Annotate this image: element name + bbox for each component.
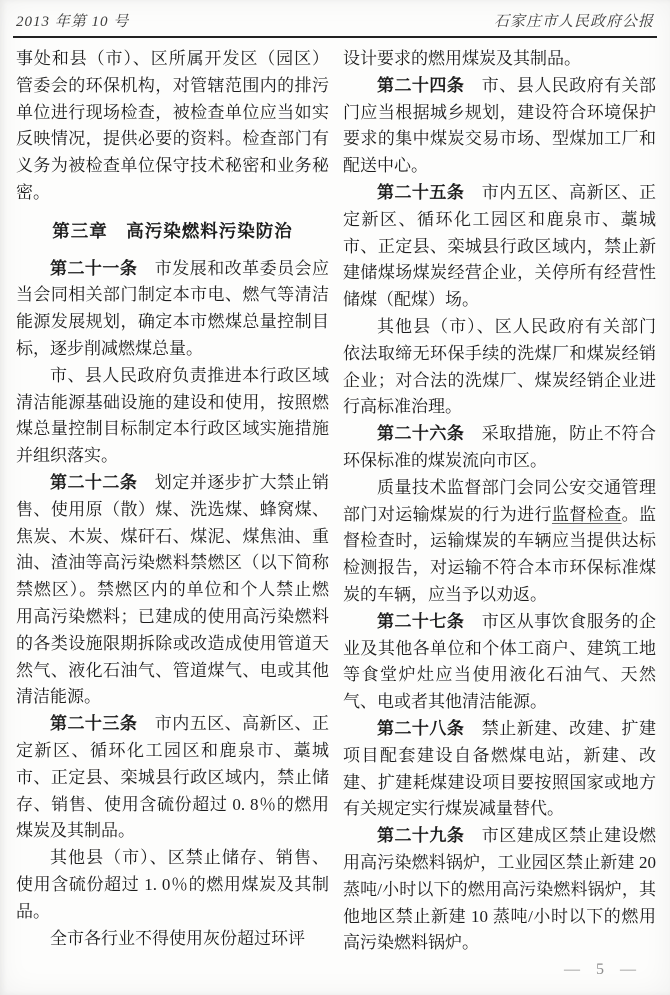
article-number: 第二十七条 <box>377 611 465 631</box>
paragraph <box>16 711 329 845</box>
continuation-paragraph <box>16 46 329 207</box>
paragraph-text: 其他县（市）、区人民政府有关部门依法取缔无环保手续的洗煤厂和煤炭经销企业；对合法的洗煤厂、煤炭经销企业进行高标准治理。 <box>343 316 656 417</box>
paragraph <box>343 475 656 609</box>
paragraph-text: 采取措施，防止不符合环保标准的煤炭流向市区。 <box>343 424 657 470</box>
paragraph-text: 全市各行业不得使用灰份超过环评 <box>50 928 305 948</box>
underlined-text: 监督检查 <box>551 504 622 524</box>
paragraph <box>343 823 656 957</box>
article-number: 第二十一条 <box>50 258 138 278</box>
paragraph <box>16 470 329 711</box>
issue-number: 2013 年第 10 号 <box>16 14 130 30</box>
paragraph-text: 事处和县（市）、区所属开发区（园区）管委会的环保机构，对管辖范围内的排污单位进行现场检查，被检查单位应当如实反映情况，提供必要的资料。检查部门有义务为被检查单位保守技术秘密和业务秘密。 <box>16 49 329 202</box>
paragraph <box>16 256 329 363</box>
paragraph <box>343 716 656 823</box>
paragraph <box>16 845 329 925</box>
continuation-paragraph <box>343 46 656 73</box>
paragraph <box>343 609 656 716</box>
paragraph <box>343 73 656 180</box>
article-number: 第二十四条 <box>377 75 465 95</box>
article-number: 第二十九条 <box>377 826 465 846</box>
running-header <box>0 0 670 36</box>
paragraph-text: 设计要求的燃用煤炭及其制品。 <box>343 49 581 68</box>
paragraph-text: 质量技术监督部门会同公安交通管理部门对运输煤炭的行为进行 <box>343 477 656 524</box>
page-number: — 5 — <box>564 961 642 978</box>
paragraph-text: 市、县人民政府负责推进本行政区域清洁能源基础设施的建设和使用，按照燃煤总量控制目标制定本行政区域实施措施并组织落实。 <box>16 365 329 466</box>
paragraph-text: 划定并逐步扩大禁止销售、使用原（散）煤、洗选煤、蜂窝煤、焦炭、木炭、煤矸石、煤泥、煤焦油、重油、渣油等高污染燃料禁燃区（以下简称禁燃区）。禁燃区内的单位和个人禁止燃用高污染燃料；已建成的使用高污染燃料的各类设施限期拆除或改造成使用管道天然气、液化石油气、管道煤气、电或其他清洁能源。 <box>16 472 330 707</box>
paragraph <box>16 926 329 953</box>
paragraph <box>343 421 656 475</box>
paragraph-text: 市区建成区禁止建设燃用高污染燃料锅炉，工业园区禁止新建 20 蒸吨/小时以下的燃用高污染燃料锅炉，其他地区禁止新建 10 蒸吨/小时以下的燃用高污染燃料锅炉。 <box>343 826 657 953</box>
paragraph-text: 禁止新建、改建、扩建项目配套建设自备燃煤电站，新建、改建、扩建耗煤建设项目要按照国家或地方有关规定实行煤炭减量替代。 <box>343 718 657 819</box>
gazette-title: 石家庄市人民政府公报 <box>493 14 654 30</box>
page-body <box>0 38 670 957</box>
article-number: 第二十六条 <box>377 424 465 444</box>
left-column <box>16 46 329 957</box>
paragraph-text: 市发展和改革委员会应当会同相关部门制定本市电、燃气等清洁能源发展规划，确定本市燃煤总量控制目标，逐步削减燃煤总量。 <box>16 258 330 358</box>
paragraph-text: 市内五区、高新区、正定新区、循环化工园区和鹿泉市、藁城市、正定县、栾城县行政区域内，禁止新建储煤场煤炭经营企业，关停所有经营性储煤（配煤）场。 <box>343 182 657 310</box>
article-number: 第二十三条 <box>50 714 138 734</box>
paragraph-text: 。监督检查时，运输煤炭的车辆应当提供达标检测报告，对运输不符合本市环保标准煤炭的车辆，应当予以劝返。 <box>343 504 657 604</box>
paragraph-text: 市内五区、高新区、正定新区、循环化工园区和鹿泉市、藁城市、正定县、栾城县行政区域内，禁止储存、销售、使用含硫份超过 0. 8％的燃用煤炭及其制品。 <box>16 714 330 841</box>
paragraph-text: 第三章 高污染燃料污染防治 <box>52 220 293 241</box>
right-column <box>343 46 656 957</box>
article-number: 第二十二条 <box>50 472 138 492</box>
paragraph-text: 其他县（市）、区禁止储存、销售、使用含硫份超过 1. 0％的燃用煤炭及其制品。 <box>16 848 329 921</box>
article-number: 第二十八条 <box>377 718 465 738</box>
paragraph-text: 市、县人民政府有关部门应当根据城乡规划，建设符合环境保护要求的集中煤炭交易市场、型煤加工厂和配送中心。 <box>343 75 657 176</box>
chapter-heading <box>16 218 329 245</box>
paragraph-text: 市区从事饮食服务的企业及其他各单位和个体工商户、建筑工地等食堂炉灶应当使用液化石油气、天然气、电或者其他清洁能源。 <box>343 611 657 712</box>
paragraph <box>343 314 656 421</box>
article-number: 第二十五条 <box>377 182 465 202</box>
paragraph <box>16 363 329 470</box>
paragraph <box>343 180 656 314</box>
